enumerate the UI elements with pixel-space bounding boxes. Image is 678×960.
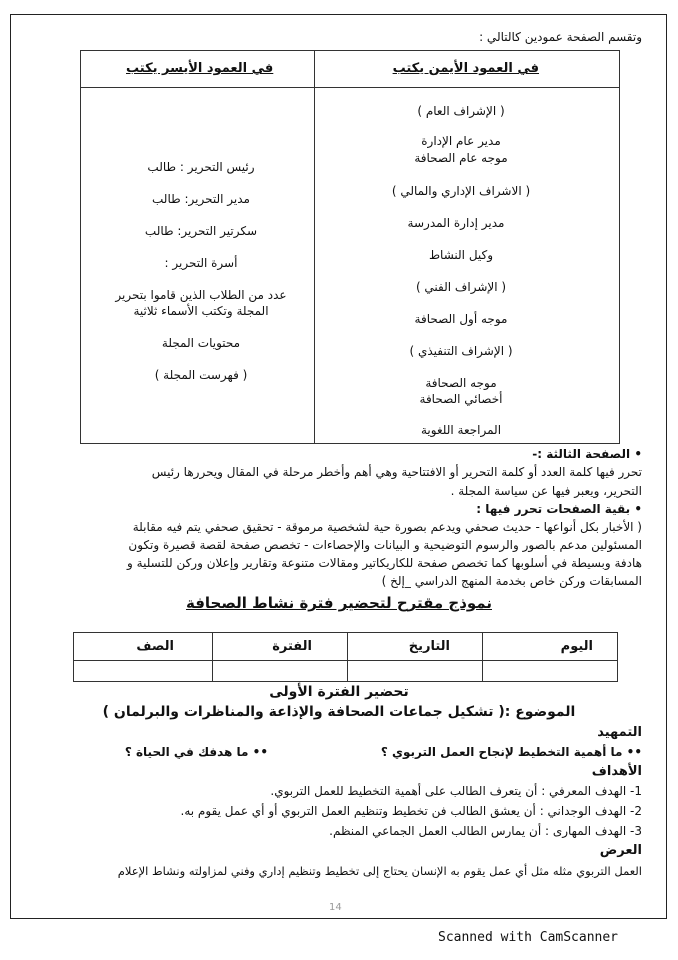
scanner-watermark: Scanned with CamScanner (438, 930, 619, 945)
intro-section-title: التمهيد (597, 725, 642, 740)
third-page-line: تحرر فيها كلمة العدد أو كلمة التحرير أو الافتتاحية وهي أهم وأخطر مرحلة في المقال ويحررها رئيس (151, 465, 642, 479)
right-column-header: في العمود الأيمن يكتب (392, 61, 539, 76)
right-item: موجه عام الصحافة (414, 151, 508, 165)
right-item: أخصائي الصحافة (419, 392, 503, 406)
other-pages-heading (476, 502, 642, 516)
intro-question: •• ما هدفك في الحياة ؟ (124, 745, 268, 759)
goals-title: الأهداف (591, 764, 642, 779)
model-title: نموذج مقترح لتحضير فترة نشاط الصحافة (185, 594, 492, 612)
right-item: ( الاشراف الإداري والمالي ) (391, 184, 531, 198)
left-item: عدد من الطلاب الذين قاموا بتحرير (115, 288, 287, 302)
bullet-icon: • (630, 502, 642, 516)
right-item: المراجعة اللغوية (420, 423, 502, 437)
left-item: محتويات المجلة (161, 336, 241, 350)
other-pages-line: المسئولين مدعم بالصور والرسوم التوضيحية و البيانات والإحصاءات - تخصص صفحة لقصة قصيرة وتكون (128, 538, 642, 552)
schedule-divider (212, 633, 213, 681)
third-page-line: التحرير، ويعبر فيها عن سياسة المجلة . (450, 484, 642, 498)
left-item: أسرة التحرير : (164, 256, 238, 270)
right-item: موجه أول الصحافة (414, 312, 508, 326)
schedule-divider (482, 633, 483, 681)
right-item: مدير عام الإدارة (421, 134, 501, 148)
right-item: موجه الصحافة (425, 376, 497, 390)
schedule-divider (347, 633, 348, 681)
columns-table (80, 50, 620, 444)
column-divider (314, 51, 315, 443)
presentation-line: العمل التربوي مثله مثل أي عمل يقوم به الإنسان يحتاج إلى تخطيط وتنظيم إداري وفني لمزاولته ونشاط الإعلام (117, 864, 642, 878)
left-column-header: في العمود الأيسر يكتب (126, 61, 274, 76)
left-item: ( فهرست المجلة ) (154, 368, 248, 382)
right-item: مدير إدارة المدرسة (407, 216, 505, 230)
intro-question: •• ما أهمية التخطيط لإنجاح العمل التربوي ؟ (380, 745, 642, 759)
goal-item: 2- الهدف الوجداني : أن يعشق الطالب فن تخطيط وتنظيم العمل التربوي أو أي عمل يقوم به. (180, 804, 642, 818)
page-number: 14 (329, 902, 342, 913)
other-pages-line: هادفة وبسيطة في أسلوبها كما تخصص صفحة للكاريكاتير ومقالات متنوعة وتقارير وإعلان وركن للتسلية و (127, 556, 642, 570)
intro-line: وتقسم الصفحة عمودين كالتالي : (479, 30, 642, 44)
schedule-row-divider (74, 660, 617, 661)
left-item: مدير التحرير: طالب (152, 192, 250, 206)
goal-item: 3- الهدف المهارى : أن يمارس الطالب العمل الجماعي المنظم. (329, 824, 642, 838)
other-pages-line: ( الأخبار بكل أنواعها - حديث صحفي ويدعم بصورة حية لشخصية مرموقة - تحقيق صحفي يتم فيه مقابلة (132, 520, 642, 534)
presentation-title: العرض (599, 843, 642, 858)
other-pages-title: بقية الصفحات تحرر فيها : (476, 502, 631, 516)
schedule-header-class: الصف (136, 639, 174, 654)
other-pages-line: المسابقات وركن خاص بخدمة المنهج الدراسي _إلخ ) (381, 574, 642, 588)
third-page-heading (532, 447, 642, 461)
schedule-header-date: التاريخ (408, 639, 450, 654)
first-period-title: تحضير الفترة الأولى (269, 684, 409, 700)
left-item: رئيس التحرير : طالب (147, 160, 255, 174)
header-divider (81, 87, 619, 88)
right-item: ( الإشراف العام ) (417, 104, 505, 118)
schedule-header-day: اليوم (560, 639, 593, 654)
left-item: سكرتير التحرير: طالب (144, 224, 258, 238)
subject-line: الموضوع :( تشكيل جماعات الصحافة والإذاعة والمناظرات والبرلمان ) (102, 704, 576, 720)
left-item: المجلة وتكتب الأسماء ثلاثية (133, 304, 269, 318)
schedule-table (73, 632, 618, 682)
right-item: وكيل النشاط (428, 248, 494, 262)
goal-item: 1- الهدف المعرفي : أن يتعرف الطالب على أهمية التخطيط للعمل التربوي. (270, 784, 642, 798)
third-page-title: الصفحة الثالثة :- (532, 447, 631, 461)
schedule-header-period: الفترة (272, 639, 312, 654)
bullet-icon: • (630, 447, 642, 461)
right-item: ( الإشراف التنفيذي ) (409, 344, 513, 358)
right-item: ( الإشراف الفني ) (415, 280, 507, 294)
